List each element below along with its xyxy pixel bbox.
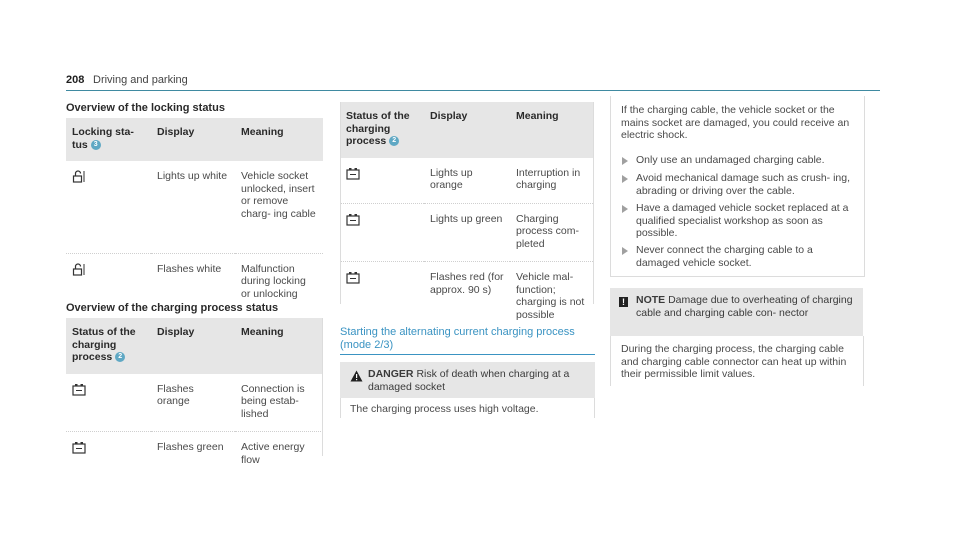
bullet-arrow-icon (622, 175, 628, 183)
header-cell: Meaning (510, 102, 593, 158)
header-cell: Locking sta- tus 3 (66, 118, 151, 161)
link-rule (340, 354, 595, 355)
table-row: Lights up white Vehicle socket unlocked, insert or remove charg- ing cable (66, 161, 323, 253)
list-item: Never connect the charging cable to a damaged vehicle socket. (636, 244, 813, 269)
header-cell: Meaning (235, 318, 323, 374)
charging-heading: Overview of the charging process status (66, 302, 279, 314)
callout-badge: 2 (389, 136, 399, 146)
section-link[interactable]: Starting the alternating current charging process (mode 2/3) (340, 326, 575, 351)
table-row: Flashes white Malfunction during locking or unlocking (66, 253, 323, 311)
table-header-row (66, 118, 323, 161)
battery-plug-icon (72, 383, 86, 400)
column-divider (593, 102, 594, 304)
table-row: Lights up green Charging process com- pleted (340, 203, 593, 262)
danger-text: DANGER Risk of death when charging at a damaged socket (368, 368, 570, 393)
locking-status-table (66, 118, 323, 311)
list-item: Avoid mechanical damage such as crush- ing, abrading or driving over the cable. (636, 172, 851, 197)
danger-body: The charging process uses high voltage. (350, 403, 539, 415)
battery-plug-icon (346, 167, 360, 184)
callout-badge: 3 (91, 140, 101, 150)
column-divider (610, 336, 611, 386)
table-header-row (66, 318, 323, 374)
bullet-arrow-icon (622, 247, 628, 255)
note-body: During the charging process, the charging cable and charging cable connector can heat up within their permissible limit values. (621, 343, 847, 380)
list-item: Only use an undamaged charging cable. (636, 154, 825, 166)
battery-plug-icon (346, 213, 360, 230)
section-title: Driving and parking (93, 74, 188, 86)
warning-triangle-icon (350, 369, 363, 387)
danger-label: DANGER (368, 368, 414, 380)
table-row: Flashes orange Connection is being estab- lished (66, 374, 323, 432)
column-divider (863, 336, 864, 386)
locking-heading: Overview of the locking status (66, 102, 225, 114)
header-cell: Display (424, 102, 510, 158)
danger-intro: If the charging cable, the vehicle socket or the mains socket are damaged, you could receive an electric shock. (621, 104, 850, 141)
table-row: Flashes green Active energy flow (66, 432, 323, 478)
header-cell: Status of the charging process 2 (66, 318, 151, 374)
header-cell: Status of the charging process 2 (340, 102, 424, 158)
table-header-row (340, 102, 593, 158)
column-divider (340, 102, 341, 304)
header-rule (66, 90, 880, 91)
header-cell: Display (151, 118, 235, 161)
column-divider (594, 398, 595, 418)
note-text: NOTE Damage due to overheating of charging cable and charging cable con- nector (636, 294, 853, 319)
header-cell: Display (151, 318, 235, 374)
battery-plug-icon (72, 441, 86, 458)
bullet-arrow-icon (622, 157, 628, 165)
header-cell: Meaning (235, 118, 323, 161)
column-divider (322, 318, 323, 456)
note-label: NOTE (636, 294, 666, 306)
list-item: Have a damaged vehicle socket replaced at a qualified specialist workshop as soon as possible. (636, 202, 849, 239)
page-header (66, 70, 880, 90)
page-number: 208 (66, 74, 85, 86)
charging-status-table-mid (340, 102, 593, 332)
table-row: Lights up orange Interruption in charging (340, 158, 593, 204)
column-divider (340, 398, 341, 418)
battery-plug-icon (346, 271, 360, 288)
note-exclamation-icon: ! (619, 297, 628, 307)
bullet-arrow-icon (622, 205, 628, 213)
table-row: Flashes red (for approx. 90 s) Vehicle mal- function; charging is not possible (340, 262, 593, 333)
unlocked-icon (72, 170, 86, 187)
charging-status-table-left (66, 318, 323, 477)
callout-badge: 2 (115, 352, 125, 362)
unlocked-icon (72, 263, 86, 280)
